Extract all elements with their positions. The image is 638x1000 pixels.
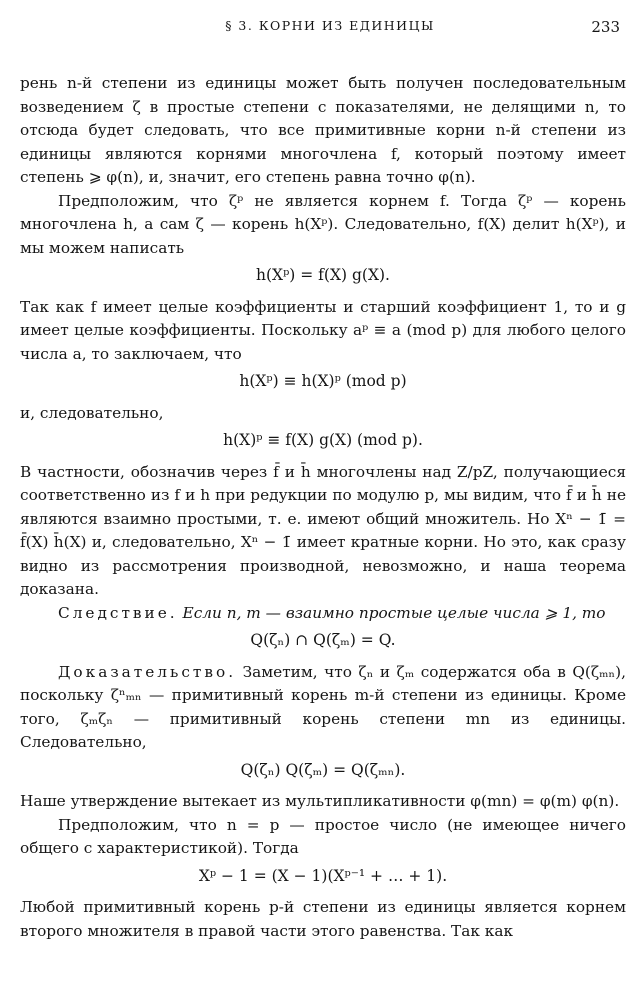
corollary xyxy=(20,602,626,626)
equation-2: h(Xᵖ) ≡ h(X)ᵖ (mod p) xyxy=(239,372,407,390)
corollary-text: Если n, m — взаимно простые целые числа ⩾ 1, то xyxy=(182,603,606,622)
corollary-label: Следствие. xyxy=(58,603,178,622)
paragraph-consequently: и, следовательно, xyxy=(20,403,164,422)
equation-5: Q(ζₙ) Q(ζₘ) = Q(ζₘₙ). xyxy=(240,760,406,779)
proof xyxy=(20,661,626,755)
proof-text: Заметим, что ζₙ и ζₘ содержатся оба в Q(ζₘₙ), поскольку ζⁿₘₙ — примитивный корень m-й степени из единицы. Кроме того, ζₘζₙ — примитивный корень степени mn из единицы. Следовательно, xyxy=(20,662,626,751)
page-number: 233 xyxy=(591,18,620,36)
page-body xyxy=(20,72,626,943)
equation-1: h(Xᵖ) = f(X) g(X). xyxy=(256,266,390,284)
paragraph-prime-case: Предположим, что n = p — простое число (не имеющее ничего общего с характеристикой). Тогда xyxy=(20,815,626,857)
equation-4: Q(ζₙ) ∩ Q(ζₘ) = Q. xyxy=(250,631,396,649)
paragraph-continuation: рень n-й степени из единицы может быть получен последовательным возведением ζ в простые степени с показателями, не делящими n, то отсюда будет следовать, что все примитивные корни n-й степени из единицы являются корнями многочлена f, который поэтому имеет степень ⩾ φ(n), и, значит, его степень равна точно φ(n). xyxy=(20,74,626,186)
paragraph-reduction: В частности, обозначив через f̄ и h̄ многочлены над Z/pZ, получающиеся соответственно из f и h при редукции по модулю p, мы видим, что f̄ и h̄ не являются взаимно простыми, т. е. имеют общий множитель. Но Xⁿ − 1̄ = f̄(X) h̄(X) и, следовательно, Xⁿ − 1̄ имеет кратные корни. Но это, как сразу видно из рассмотрения производной, невозможно, и наша теорема доказана. xyxy=(20,462,626,598)
paragraph-primitive-root: Любой примитивный корень p-й степени из единицы является корнем второго множителя в правой части этого равенства. Так как xyxy=(20,898,626,940)
paragraph-multiplicativity: Наше утверждение вытекает из мультипликативности φ(mn) = φ(m) φ(n). xyxy=(20,792,620,810)
equation-6: Xᵖ − 1 = (X − 1)(Xᵖ⁻¹ + … + 1). xyxy=(198,866,448,885)
equation-3: h(X)ᵖ ≡ f(X) g(X) (mod p). xyxy=(223,431,423,449)
paragraph-integer-coefficients: Так как f имеет целые коэффициенты и старший коэффициент 1, то и g имеет целые коэффициенты. Поскольку aᵖ ≡ a (mod p) для любого целого числа a, то заключаем, что xyxy=(20,297,626,363)
running-head: § 3. КОРНИ ИЗ ЕДИНИЦЫ xyxy=(225,18,435,33)
paragraph-assumption: Предположим, что ζᵖ не является корнем f. Тогда ζᵖ — корень многочлена h, а сам ζ — корень h(Xᵖ). Следовательно, f(X) делит h(Xᵖ), и мы можем написать xyxy=(20,191,626,257)
page-header xyxy=(20,18,626,48)
proof-label: Доказательство. xyxy=(58,662,237,681)
